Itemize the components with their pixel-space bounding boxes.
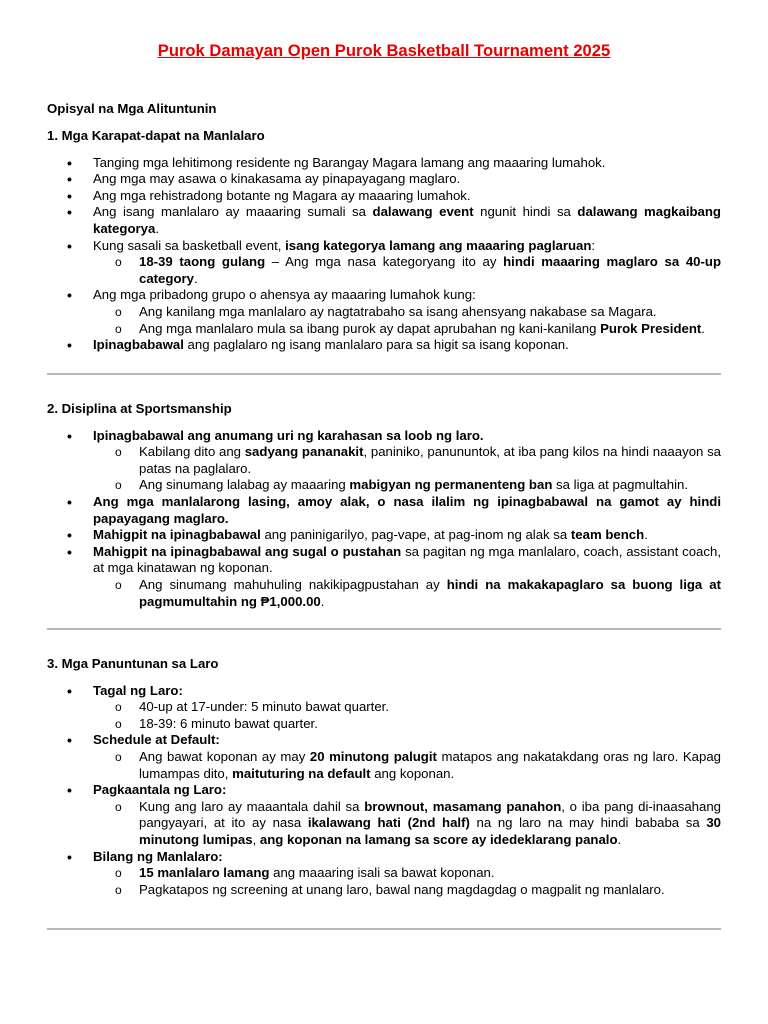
list-item: • Ang mga rehistradong botante ng Magara ay maaaring lumahok. <box>47 188 721 205</box>
divider <box>47 928 721 930</box>
sub-list-item: o Ang bawat koponan ay may 20 minutong palugit matapos ang nakatakdang oras ng laro. Kapag lumampas dito, maituturing na default ang koponan. <box>47 749 721 782</box>
section-discipline <box>47 401 721 610</box>
section-heading: 1. Mga Karapat-dapat na Manlalaro <box>47 128 265 143</box>
list-item: • Tanging mga lehitimong residente ng Barangay Magara lamang ang maaaring lumahok. <box>47 155 721 172</box>
document-title: Purok Damayan Open Purok Basketball Tournament 2025 <box>157 41 611 60</box>
sub-list-item: o 15 manlalaro lamang ang maaaring isali sa bawat koponan. <box>47 865 721 882</box>
section-game-rules <box>47 656 721 898</box>
sub-list <box>93 799 721 849</box>
sub-list-item: o Ang kanilang mga manlalaro ay nagtatrabaho sa isang ahensyang nakabase sa Magara. <box>47 304 721 321</box>
sub-list <box>93 865 721 898</box>
section-heading: 3. Mga Panuntunan sa Laro <box>47 656 219 671</box>
sub-list-item: o Ang sinumang mahuhuling nakikipagpustahan ay hindi na makakapaglaro sa buong liga at pagmumultahin ng ₱1,000.00. <box>47 577 721 610</box>
sub-list <box>93 699 721 732</box>
sub-list <box>93 577 721 610</box>
section-heading: 2. Disiplina at Sportsmanship <box>47 401 232 416</box>
list-item: • Pagkaantala ng Laro: o Kung ang laro ay maaantala dahil sa brownout, masamang panahon, o iba pang di-inaasahang pangyayari, at ito ay nasa ikalawang hati (2nd half) na ng laro na may hindi bababa sa 30 minutong lumipas, ang koponan na lamang sa score ay idedeklarang panalo. <box>47 782 721 848</box>
sub-list-item: o 18-39 taong gulang – Ang mga nasa kategoryang ito ay hindi maaaring maglaro sa 40-up category. <box>47 254 721 287</box>
document-subtitle: Opisyal na Mga Alituntunin <box>47 101 217 116</box>
list-item: • Kung sasali sa basketball event, isang kategorya lamang ang maaaring paglaruan: o 18-39 taong gulang – Ang mga nasa kategoryang ito ay hindi maaaring maglaro sa 40-up category. <box>47 238 721 288</box>
list-item: • Mahigpit na ipinagbabawal ang paninigarilyo, pag-vape, at pag-inom ng alak sa team bench. <box>47 527 721 544</box>
divider <box>47 628 721 630</box>
list-item: • Ang isang manlalaro ay maaaring sumali sa dalawang event ngunit hindi sa dalawang magkaibang kategorya. <box>47 204 721 237</box>
sub-list-item: o Kabilang dito ang sadyang pananakit, paniniko, panununtok, at iba pang kilos na hindi naaayon sa patas na paglalaro. <box>47 444 721 477</box>
sub-list-item: o Kung ang laro ay maaantala dahil sa brownout, masamang panahon, o iba pang di-inaasahang pangyayari, at ito ay nasa ikalawang hati (2nd half) na ng laro na may hindi bababa sa 30 minutong lumipas, ang koponan na lamang sa score ay idedeklarang panalo. <box>47 799 721 849</box>
list-item: • Ang mga manlalarong lasing, amoy alak, o nasa ilalim ng ipinagbabawal na gamot ay hindi papayagang maglaro. <box>47 494 721 527</box>
sub-list <box>93 749 721 782</box>
sub-list-item: o Pagkatapos ng screening at unang laro, bawal nang magdagdag o magpalit ng manlalaro. <box>47 882 721 899</box>
bullet-list <box>47 428 721 611</box>
sub-list <box>93 254 721 287</box>
list-item: • Ipinagbabawal ang paglalaro ng isang manlalaro para sa higit sa isang koponan. <box>47 337 721 354</box>
bullet-list <box>47 683 721 899</box>
list-item: • Ang mga may asawa o kinakasama ay pinapayagang maglaro. <box>47 171 721 188</box>
list-item: • Mahigpit na ipinagbabawal ang sugal o pustahan sa pagitan ng mga manlalaro, coach, assistant coach, at mga kinatawan ng koponan. o Ang sinumang mahuhuling nakikipagpustahan ay hindi na makakapaglaro sa buong liga at pagmumultahin ng ₱1,000.00. <box>47 544 721 610</box>
list-item: • Tagal ng Laro: o 40-up at 17-under: 5 minuto bawat quarter. o 18-39: 6 minuto bawat quarter. <box>47 683 721 733</box>
divider <box>47 373 721 375</box>
sub-list-item: o 18-39: 6 minuto bawat quarter. <box>47 716 721 733</box>
list-item: • Ipinagbabawal ang anumang uri ng karahasan sa loob ng laro. o Kabilang dito ang sadyang pananakit, paniniko, panununtok, at iba pang kilos na hindi naaayon sa patas na paglalaro. o Ang sinumang lalabag ay maaaring mabigyan ng permanenteng ban sa liga at pagmultahin. <box>47 428 721 494</box>
list-item: • Bilang ng Manlalaro: o 15 manlalaro lamang ang maaaring isali sa bawat koponan. o Pagkatapos ng screening at unang laro, bawal nang magdagdag o magpalit ng manlalaro. <box>47 849 721 899</box>
sub-list <box>93 304 721 337</box>
list-item: • Ang mga pribadong grupo o ahensya ay maaaring lumahok kung: o Ang kanilang mga manlalaro ay nagtatrabaho sa isang ahensyang nakabase sa Magara. o Ang mga manlalaro mula sa ibang purok ay dapat aprubahan ng kani-kanilang Purok President. <box>47 287 721 337</box>
sub-list <box>93 444 721 494</box>
list-item: • Schedule at Default: o Ang bawat koponan ay may 20 minutong palugit matapos ang nakatakdang oras ng laro. Kapag lumampas dito, maituturing na default ang koponan. <box>47 732 721 782</box>
sub-list-item: o Ang mga manlalaro mula sa ibang purok ay dapat aprubahan ng kani-kanilang Purok President. <box>47 321 721 338</box>
section-eligibility <box>47 128 721 354</box>
sub-list-item: o 40-up at 17-under: 5 minuto bawat quarter. <box>47 699 721 716</box>
sub-list-item: o Ang sinumang lalabag ay maaaring mabigyan ng permanenteng ban sa liga at pagmultahin. <box>47 477 721 494</box>
bullet-list <box>47 155 721 354</box>
